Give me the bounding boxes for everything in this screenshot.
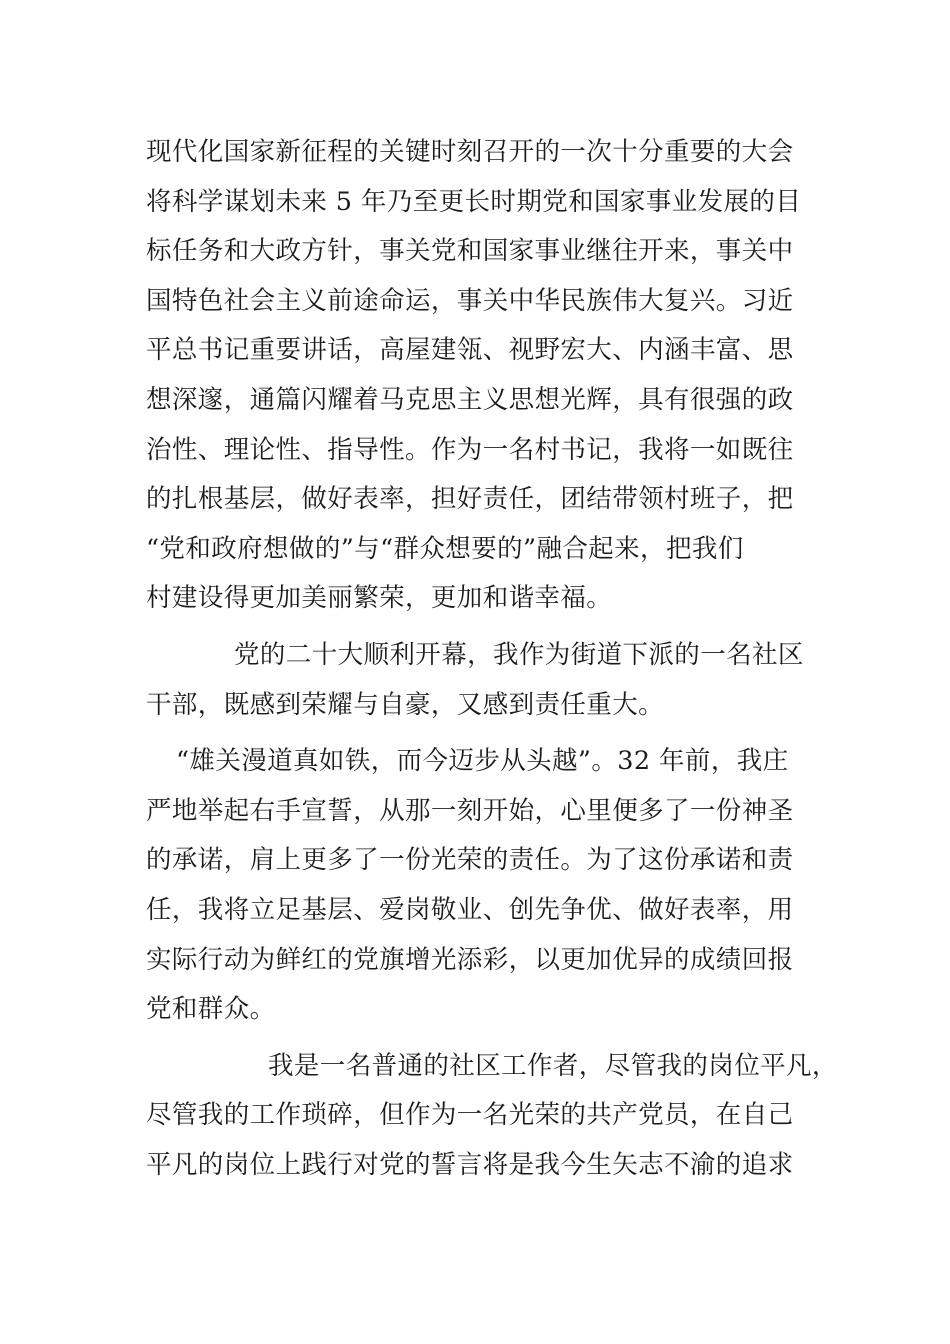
text-line: 党的二十大顺利开幕，我作为街道下派的一名社区 (234, 639, 804, 670)
paragraph-1 (146, 128, 826, 624)
paragraph-gap (146, 730, 826, 737)
text-line: 党和群众。 (146, 994, 276, 1025)
text-line: 平凡的岗位上践行对党的誓言将是我今生矢志不渝的追求 (146, 1149, 794, 1180)
paragraph-4 (146, 1042, 838, 1191)
text-line: 我是一名普通的社区工作者，尽管我的岗位平凡， (268, 1050, 838, 1081)
text-line: 的承诺，肩上更多了一份光荣的责任。为了这份承诺和责 (146, 845, 794, 876)
text-line: 标任务和大政方针，事关党和国家事业继往开来，事关中 (146, 236, 794, 267)
text-line: 任，我将立足基层、爱岗敬业、创先争优、做好表率，用 (146, 894, 794, 925)
text-line: 现代化国家新征程的关键时刻召开的一次十分重要的大会 (146, 137, 794, 167)
paragraph-2 (146, 631, 826, 730)
paragraph-3 (146, 737, 826, 1035)
text-line: 严地举起右手宣誓，从那一刻开始，心里便多了一份神圣 (146, 795, 794, 826)
paragraph-gap (146, 624, 826, 631)
text-line: 尽管我的工作琐碎，但作为一名光荣的共产党员，在自己 (146, 1100, 794, 1131)
text-line: 将科学谋划未来 5 年乃至更长时期党和国家事业发展的目 (146, 186, 802, 217)
text-line: 国特色社会主义前途命运，事关中华民族伟大复兴。习近 (146, 285, 794, 316)
text-line: 想深邃，通篇闪耀着马克思主义思想光辉，具有很强的政 (146, 384, 794, 415)
text-line: 治性、理论性、指导性。作为一名村书记，我将一如既往 (146, 434, 794, 465)
text-line: 实际行动为鲜红的党旗增光添彩，以更加优异的成绩回报 (146, 944, 794, 975)
text-line: “党和政府想做的”与“群众想要的”融合起来，把我们 (146, 533, 744, 564)
text-line: 平总书记重要讲话，高屋建瓴、视野宏大、内涵丰富、思 (146, 335, 794, 366)
text-line: 干部，既感到荣耀与自豪，又感到责任重大。 (146, 689, 665, 720)
paragraph-gap (146, 1035, 826, 1042)
text-line: 的扎根基层，做好表率，担好责任，团结带领村班子，把 (146, 484, 794, 515)
document-body (146, 128, 838, 1190)
text-line: “雄关漫道真如铁，而今迈步从头越”。32 年前，我庄 (176, 746, 789, 777)
text-line: 村建设得更加美丽繁荣，更加和谐幸福。 (146, 583, 613, 614)
